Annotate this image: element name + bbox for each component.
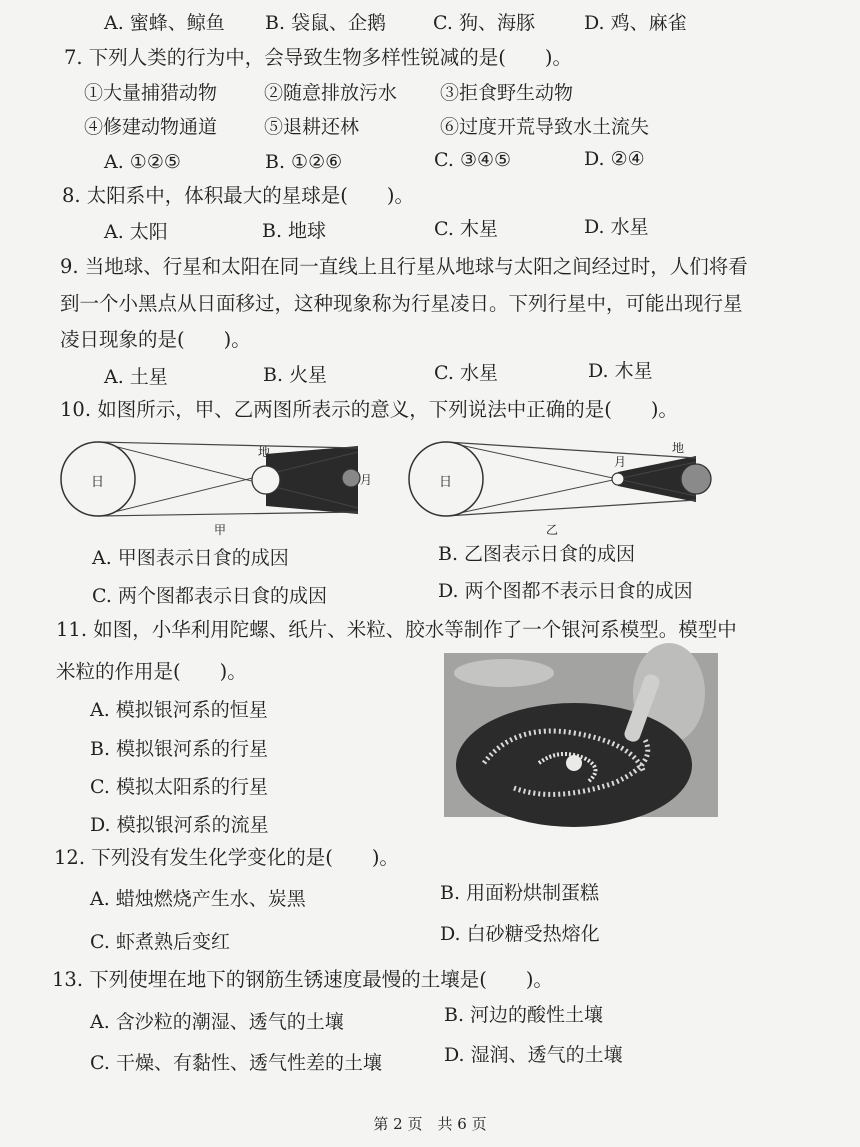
q6-option-a: A. 蜜蜂、鲸鱼 [104, 12, 225, 34]
q11-stem-line-2: 米粒的作用是( )。 [56, 660, 247, 683]
q7-option-c: C. ③④⑤ [434, 149, 512, 171]
q8-stem: 8. 太阳系中，体积最大的星球是( )。 [62, 184, 415, 207]
q6-option-b: B. 袋鼠、企鹅 [265, 12, 387, 34]
q7-item-6: ⑥过度开荒导致水土流失 [440, 116, 650, 138]
q12-stem: 12. 下列没有发生化学变化的是( )。 [54, 846, 399, 869]
q9-option-b: B. 火星 [263, 364, 328, 386]
q11-stem-line-1: 11. 如图，小华利用陀螺、纸片、米粒、胶水等制作了一个银河系模型。模型中 [56, 618, 737, 641]
page-footer: 第 2 页 共 6 页 [373, 1115, 487, 1133]
q7-option-d: D. ②④ [584, 148, 645, 170]
q11-option-d: D. 模拟银河系的流星 [90, 814, 269, 836]
q8-option-d: D. 水星 [584, 216, 649, 238]
q13-option-c: C. 干燥、有黏性、透气性差的土壤 [90, 1052, 382, 1074]
q8-option-b: B. 地球 [262, 220, 327, 242]
q10-option-c: C. 两个图都表示日食的成因 [92, 585, 327, 607]
q9-stem-line-2: 到一个小黑点从日面移过，这种现象称为行星凌日。下列行星中，可能出现行星 [60, 292, 743, 315]
fig-a-moon-label: 月 [360, 473, 373, 487]
q12-option-c: C. 虾煮熟后变红 [90, 931, 230, 953]
fig-a-sun-label: 日 [91, 475, 105, 490]
q10-stem: 10. 如图所示，甲、乙两图所表示的意义，下列说法中正确的是( )。 [60, 398, 678, 421]
q11-option-c: C. 模拟太阳系的行星 [90, 776, 268, 798]
q11-option-b: B. 模拟银河系的行星 [90, 738, 269, 760]
fig-b-moon-label: 月 [614, 455, 627, 469]
q9-option-a: A. 土星 [104, 366, 168, 388]
q12-option-a: A. 蜡烛燃烧产生水、炭黑 [90, 888, 306, 910]
q9-option-d: D. 木星 [588, 360, 653, 382]
q7-item-4: ④修建动物通道 [84, 116, 218, 138]
q10-figure-b [406, 438, 718, 538]
q7-item-1: ①大量捕猎动物 [84, 82, 218, 104]
q11-option-a: A. 模拟银河系的恒星 [90, 699, 268, 721]
fig-b-caption: 乙 [546, 523, 559, 537]
q8-option-c: C. 木星 [434, 218, 498, 240]
q6-option-d: D. 鸡、麻雀 [584, 12, 687, 34]
q12-option-d: D. 白砂糖受热熔化 [440, 923, 600, 945]
q7-option-a: A. ①②⑤ [104, 151, 181, 173]
fig-b-earth-label: 地 [672, 441, 685, 455]
q7-item-2: ②随意排放污水 [264, 82, 398, 104]
q12-option-b: B. 用面粉烘制蛋糕 [440, 882, 600, 904]
q9-stem-line-1: 9. 当地球、行星和太阳在同一直线上且行星从地球与太阳之间经过时，人们将看 [60, 255, 748, 278]
q6-option-c: C. 狗、海豚 [433, 12, 535, 34]
q13-option-d: D. 湿润、透气的土壤 [444, 1044, 623, 1066]
q7-stem: 7. 下列人类的行为中，会导致生物多样性锐减的是( )。 [64, 46, 573, 69]
q13-stem: 13. 下列使埋在地下的钢筋生锈速度最慢的土壤是( )。 [52, 968, 553, 991]
q10-figure-a [58, 438, 373, 538]
q10-option-d: D. 两个图都不表示日食的成因 [438, 580, 693, 602]
q7-item-3: ③拒食野生动物 [440, 82, 574, 104]
q10-option-b: B. 乙图表示日食的成因 [438, 543, 636, 565]
q7-option-b: B. ①②⑥ [265, 151, 343, 173]
galaxy-model-photo [444, 653, 718, 817]
fig-a-earth-label: 地 [258, 445, 271, 459]
fig-a-caption: 甲 [214, 523, 227, 537]
q7-item-5: ⑤退耕还林 [264, 116, 360, 138]
q8-option-a: A. 太阳 [104, 221, 168, 243]
q13-option-b: B. 河边的酸性土壤 [444, 1004, 604, 1026]
q10-option-a: A. 甲图表示日食的成因 [92, 547, 289, 569]
q13-option-a: A. 含沙粒的潮湿、透气的土壤 [90, 1011, 344, 1033]
q9-stem-line-3: 凌日现象的是( )。 [60, 328, 251, 351]
q9-option-c: C. 水星 [434, 362, 498, 384]
fig-b-sun-label: 日 [439, 475, 453, 490]
